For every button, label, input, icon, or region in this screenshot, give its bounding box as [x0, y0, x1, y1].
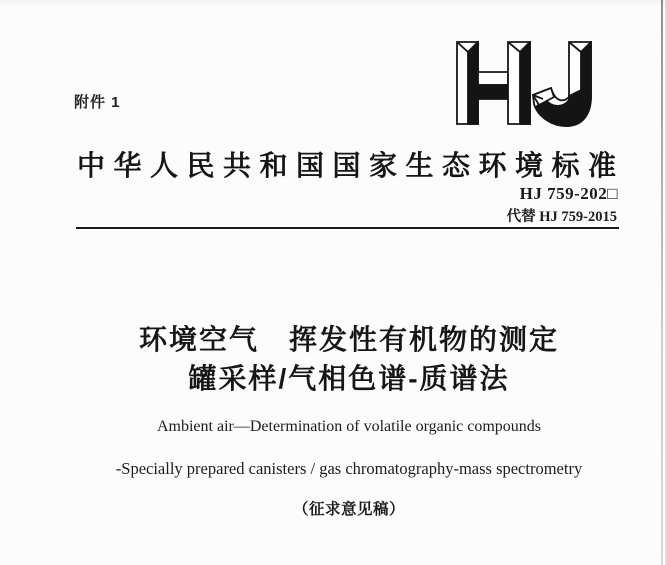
- doc-title-en-line2: -Specially prepared canisters / gas chromatography-mass spectrometry: [115, 459, 583, 478]
- scan-top-wash: [0, 0, 667, 6]
- standard-code: HJ 759-202□: [519, 184, 618, 203]
- hj-letter-h: [457, 42, 530, 124]
- national-standard-heading: 中华人民共和国国家生态环境标准: [77, 151, 625, 182]
- hj-logo: [456, 41, 593, 127]
- replaces-note: 代替 HJ 759-2015: [506, 209, 617, 225]
- attachment-label: 附件 1: [74, 94, 121, 111]
- header-rule-divider: [76, 227, 619, 229]
- draft-status-label: （征求意见稿）: [292, 501, 405, 518]
- hj-letter-j: [533, 42, 591, 126]
- doc-title-cn-line2: 罐采样/气相色谱-质谱法: [188, 363, 510, 394]
- page-right-edge-shadow: [661, 0, 663, 565]
- page-right-edge-line: [665, 0, 667, 565]
- doc-title-cn-line1: 环境空气 挥发性有机物的测定: [138, 324, 559, 355]
- doc-title-en-line1: Ambient air—Determination of volatile organic compounds: [156, 418, 542, 435]
